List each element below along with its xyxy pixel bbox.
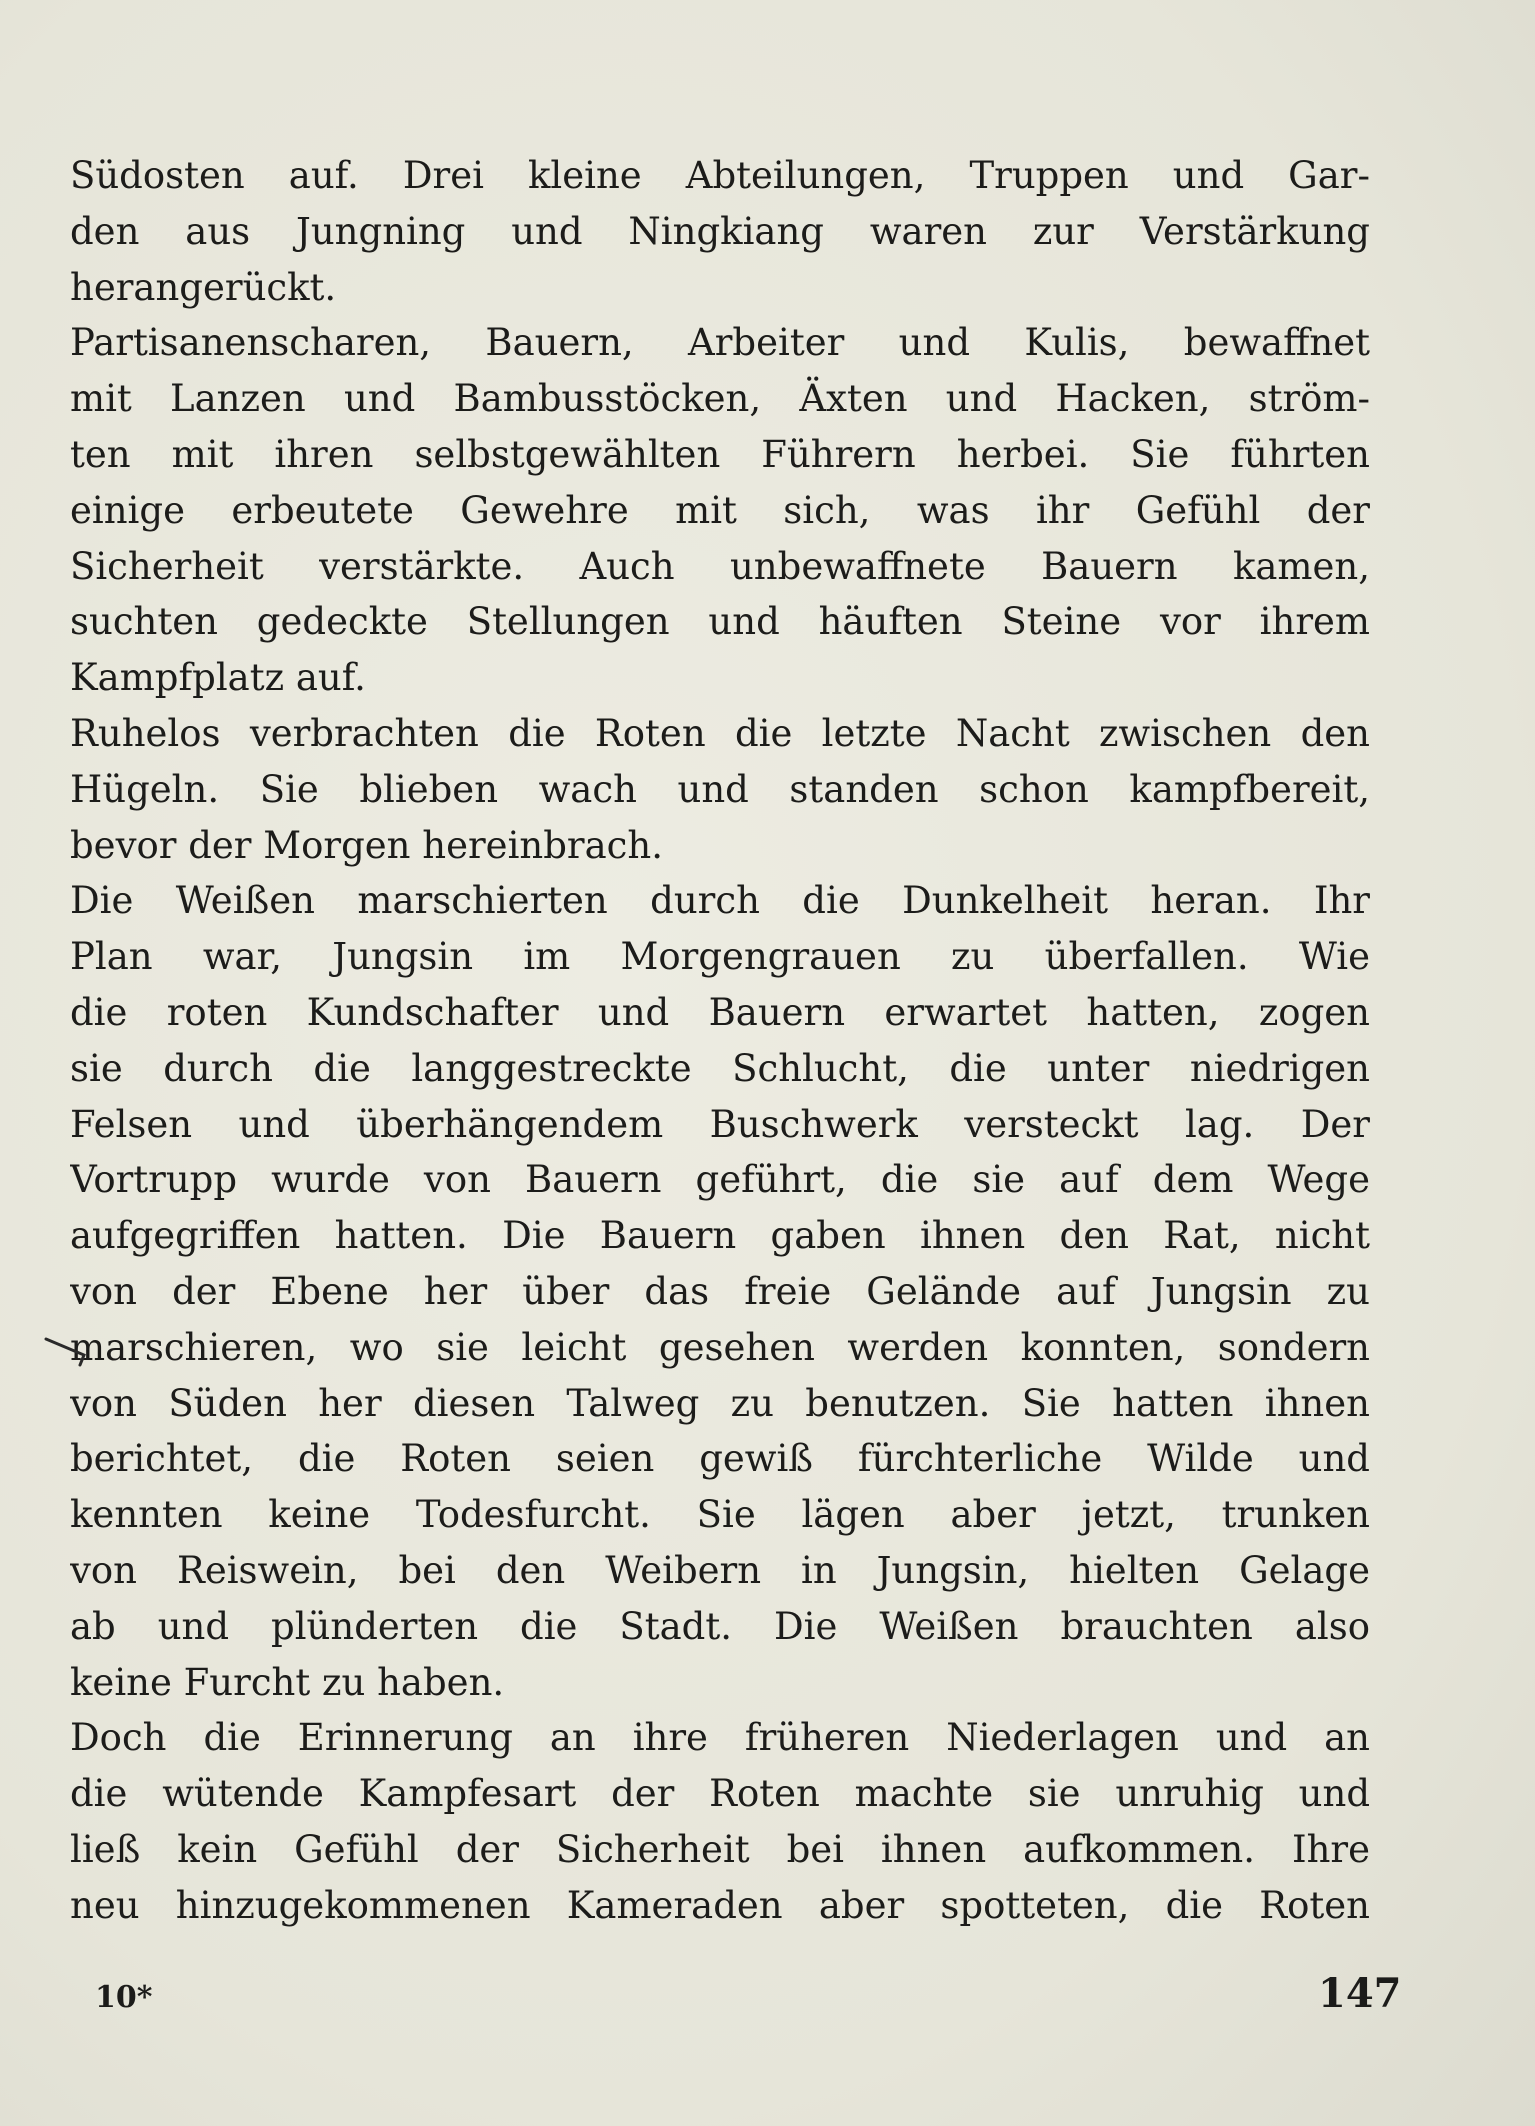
text-line: von Süden her diesen Talweg zu benutzen. Sie hatten ihnen <box>70 1381 1370 1425</box>
text-line: Südosten auf. Drei kleine Abteilungen, Truppen und Gar- <box>70 154 1370 197</box>
pen-mark-icon <box>44 1333 114 1369</box>
signature-mark: 10* <box>95 1980 153 2015</box>
text-line: einige erbeutete Gewehre mit sich, was ihr Gefühl der <box>70 488 1370 532</box>
text-line: ab und plünderten die Stadt. Die Weißen brauchten also <box>70 1604 1370 1648</box>
text-line: herangerückt. <box>70 265 337 309</box>
text-line: Plan war, Jungsin im Morgengrauen zu überfallen. Wie <box>70 935 1370 979</box>
text-line: Hügeln. Sie blieben wach und standen schon kampfbereit, <box>70 767 1370 811</box>
text-line: kennten keine Todesfurcht. Sie lägen aber jetzt, trunken <box>70 1493 1370 1537</box>
text-line: ten mit ihren selbstgewählten Führern herbei. Sie führten <box>70 432 1370 476</box>
text-line: bevor der Morgen hereinbrach. <box>70 823 663 867</box>
text-line: marschieren, wo sie leicht gesehen werden konnten, sondern <box>70 1325 1370 1369</box>
text-line: suchten gedeckte Stellungen und häuften Steine vor ihrem <box>70 600 1370 644</box>
text-line: keine Furcht zu haben. <box>70 1660 505 1704</box>
text-line: die wütende Kampfesart der Roten machte sie unruhig und <box>70 1772 1370 1816</box>
text-line: von der Ebene her über das freie Gelände auf Jungsin zu <box>70 1269 1370 1313</box>
text-line: neu hinzugekommenen Kameraden aber spotteten, die Roten <box>70 1883 1370 1927</box>
text-line: mit Lanzen und Bambusstöcken, Äxten und Hacken, ström- <box>70 377 1370 421</box>
text-line: Sicherheit verstärkte. Auch unbewaffnete Bauern kamen, <box>70 544 1370 588</box>
text-line: Kampfplatz auf. <box>70 656 366 700</box>
text-line: Partisanenscharen, Bauern, Arbeiter und Kulis, bewaffnet <box>70 321 1370 365</box>
text-line: berichtet, die Roten seien gewiß fürchterliche Wilde und <box>70 1437 1370 1481</box>
text-line: aufgegriffen hatten. Die Bauern gaben ihnen den Rat, nicht <box>70 1214 1370 1258</box>
text-line: Doch die Erinnerung an ihre früheren Niederlagen und an <box>70 1716 1370 1760</box>
text-line: Ruhelos verbrachten die Roten die letzte Nacht zwischen den <box>70 711 1370 755</box>
text-line: Die Weißen marschierten durch die Dunkelheit heran. Ihr <box>70 879 1370 923</box>
text-line: von Reiswein, bei den Weibern in Jungsin, hielten Gelage <box>70 1548 1370 1592</box>
text-line: den aus Jungning und Ningkiang waren zur Verstärkung <box>70 209 1370 253</box>
text-line: ließ kein Gefühl der Sicherheit bei ihnen aufkommen. Ihre <box>70 1827 1370 1871</box>
text-line: sie durch die langgestreckte Schlucht, die unter niedrigen <box>70 1046 1370 1090</box>
body-text <box>70 148 1370 1934</box>
text-line: Vortrupp wurde von Bauern geführt, die sie auf dem Wege <box>70 1158 1370 1202</box>
text-line: Felsen und überhängendem Buschwerk versteckt lag. Der <box>70 1102 1370 1146</box>
text-line: die roten Kundschafter und Bauern erwartet hatten, zogen <box>70 990 1370 1034</box>
page-number: 147 <box>1318 1970 1402 2017</box>
